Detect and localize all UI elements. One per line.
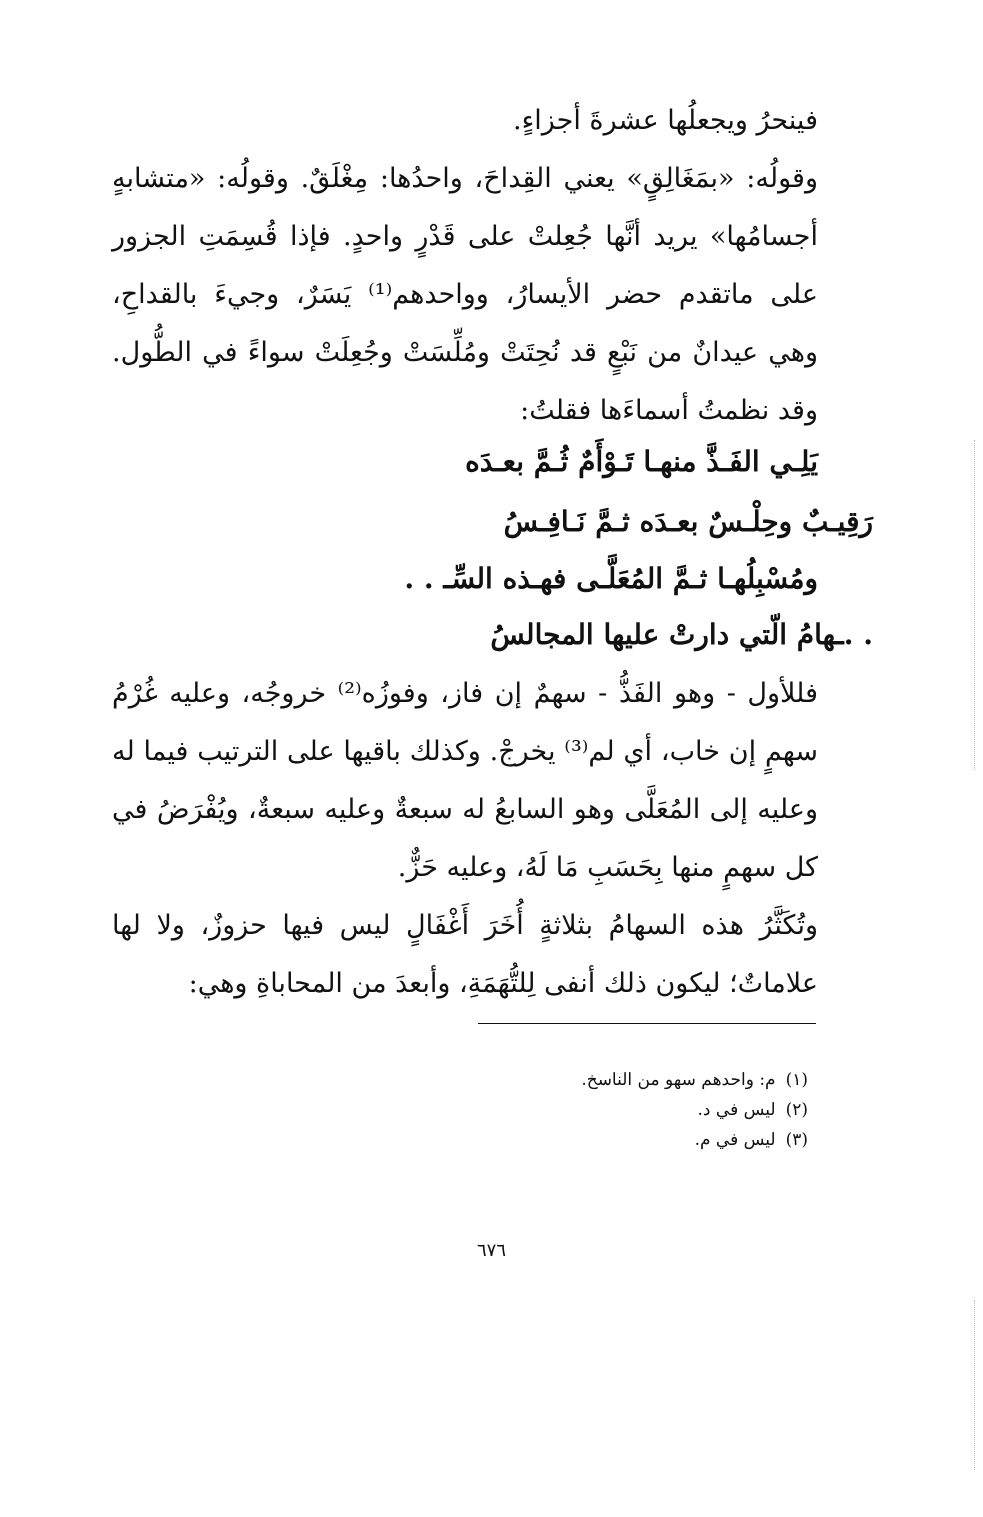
paragraph-arrow-shares: فللأول - وهو الفَذُّ - سهمٌ إن فاز، وفوزُه⁽²⁾ خروجُه، وعليه غُرْمُ سهمٍ إن خاب، أي لم⁽³⁾ يخرجْ. وكذلك باقيها على الترتيب فيما له وعليه إلى المُعَلَّى وهو السابعُ له سبعةٌ وعليه سبعةٌ، ويُفْرَضُ في كل سهمٍ منها بِحَسَبِ مَا لَهُ، وعليه حَزٌّ. bbox=[112, 678, 818, 883]
footnote-number: (٢) bbox=[785, 1100, 808, 1120]
footnote-2 bbox=[698, 1096, 808, 1124]
footnote-separator-rule bbox=[478, 1023, 816, 1024]
scan-edge-mark bbox=[974, 440, 975, 770]
footnote-number: (١) bbox=[785, 1070, 808, 1090]
paragraph-qidah-description: وقولُه: «بمَغَالِقٍ» يعني القِداحَ، واحدُها: مِغْلَقٌ. وقولُه: «متشابهٍ أجسامُها» يريد أنَّها جُعِلتْ على قَدْرٍ واحدٍ. فإذا قُسِمَتِ الجزور على ماتقدم حضر الأيسارُ، وواحدهم⁽¹⁾ يَسَرٌ، وجيءَ بالقداحِ، وهي عيدانٌ من نَبْعٍ قد نُحِتَتْ ومُلِّسَتْ وجُعِلَتْ سواءً في الطُّول. وقد نظمتُ أسماءَها فقلتُ: bbox=[112, 163, 818, 426]
paragraph-opening-line: فينحرُ ويجعلُها عشرةَ أجزاءٍ. bbox=[512, 105, 818, 136]
verse-line-2: رَقِيـبٌ وحِلْـسٌ بعـدَه ثـمَّ نَـافِـسُ bbox=[503, 505, 873, 538]
footnote-text: ليس في م. bbox=[694, 1130, 776, 1150]
footnote-number: (٣) bbox=[785, 1130, 808, 1150]
footnote-3 bbox=[695, 1126, 808, 1154]
verse-line-1: يَلِـي الفَـذَّ منهـا تَـوْأَمٌ ثُـمَّ بعـدَه bbox=[465, 445, 818, 478]
footnote-1 bbox=[581, 1066, 808, 1094]
verse-line-3: ومُسْبِلُهـا ثـمَّ المُعَلَّـى فهـذه السِّـ . . bbox=[404, 562, 818, 595]
page-number: ٦٧٦ bbox=[476, 1240, 506, 1261]
footnote-text: م: واحدهم سهو من الناسخ. bbox=[581, 1070, 776, 1090]
scan-edge-mark bbox=[974, 1300, 975, 1470]
paragraph-blank-arrows: وتُكَثَّرُ هذه السهامُ بثلاثةٍ أُخَرَ أَغْفَالٍ ليس فيها حزوزٌ، ولا لها علاماتٌ؛ ليكون ذلك أنفى لِلتُّهَمَةِ، وأبعدَ من المحاباةِ وهي: bbox=[112, 910, 818, 999]
verse-line-4: . .ـهامُ الّتي دارتْ عليها المجالسُ bbox=[490, 618, 873, 651]
footnote-text: ليس في د. bbox=[697, 1100, 776, 1120]
